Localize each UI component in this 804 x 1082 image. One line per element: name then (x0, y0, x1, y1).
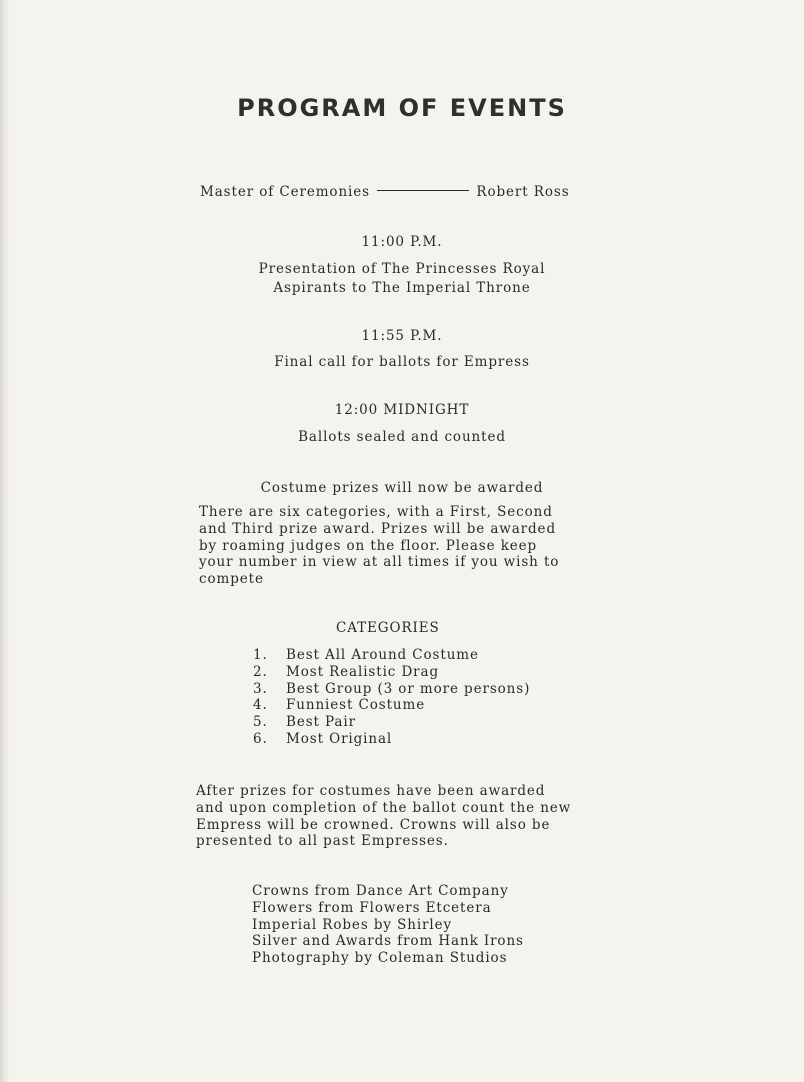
list-item (253, 731, 530, 748)
mc-leader-rule (377, 190, 469, 191)
master-of-ceremonies (200, 184, 570, 201)
category-number: 2. (253, 663, 268, 680)
category-number: 5. (253, 714, 268, 731)
credits-list (252, 883, 524, 967)
credit-line: Photography by Coleman Studios (252, 950, 508, 967)
categories-list (253, 647, 530, 748)
costume-paragraph-line: your number in view at all times if you wish to (199, 554, 560, 571)
costume-heading: Costume prizes will now be awarded (260, 480, 544, 496)
event-time-3: 12:00 MIDNIGHT (334, 402, 470, 418)
mc-label: Master of Ceremonies (200, 184, 370, 200)
categories-heading: CATEGORIES (336, 620, 440, 636)
credit-line: Silver and Awards from Hank Irons (252, 933, 524, 950)
closing-paragraph-line: Empress will be crowned. Crowns will also be (196, 816, 551, 833)
list-item (253, 647, 530, 664)
costume-paragraph (199, 504, 559, 588)
event-time-2: 11:55 P.M. (361, 328, 443, 344)
costume-paragraph-line: There are six categories, with a First, Second (199, 504, 553, 520)
list-item (253, 714, 530, 731)
closing-paragraph-line: After prizes for costumes have been awarded (196, 783, 546, 799)
costume-paragraph-line: by roaming judges on the floor. Please keep (199, 537, 538, 554)
category-label: Most Realistic Drag (286, 663, 440, 680)
category-number: 4. (253, 697, 268, 714)
closing-paragraph-line: and upon completion of the ballot count the new (196, 799, 572, 816)
category-label: Best Group (3 or more persons) (286, 680, 531, 697)
category-number: 1. (253, 647, 268, 663)
credit-line: Imperial Robes by Shirley (252, 916, 453, 933)
list-item (253, 664, 530, 681)
closing-paragraph (196, 783, 571, 850)
category-label: Funniest Costume (286, 697, 426, 714)
event-3-line-1: Ballots sealed and counted (298, 429, 506, 445)
event-1-line-1: Presentation of The Princesses Royal (258, 261, 546, 277)
closing-paragraph-line: presented to all past Empresses. (196, 833, 449, 850)
credit-line: Flowers from Flowers Etcetera (252, 899, 492, 916)
credit-line: Crowns from Dance Art Company (252, 883, 509, 899)
category-label: Most Original (286, 730, 393, 747)
costume-paragraph-line: compete (199, 571, 264, 588)
category-number: 3. (253, 680, 268, 697)
event-2-line-1: Final call for ballots for Empress (274, 354, 530, 370)
category-number: 6. (253, 730, 268, 747)
category-label: Best All Around Costume (286, 647, 479, 663)
costume-paragraph-line: and Third prize award. Prizes will be awarded (199, 520, 556, 537)
list-item (253, 697, 530, 714)
category-label: Best Pair (286, 714, 356, 731)
mc-name: Robert Ross (476, 184, 570, 200)
event-time-1: 11:00 P.M. (361, 234, 443, 250)
list-item (253, 681, 530, 698)
page-title: PROGRAM OF EVENTS (237, 94, 567, 122)
event-1-line-2: Aspirants to The Imperial Throne (273, 280, 531, 296)
